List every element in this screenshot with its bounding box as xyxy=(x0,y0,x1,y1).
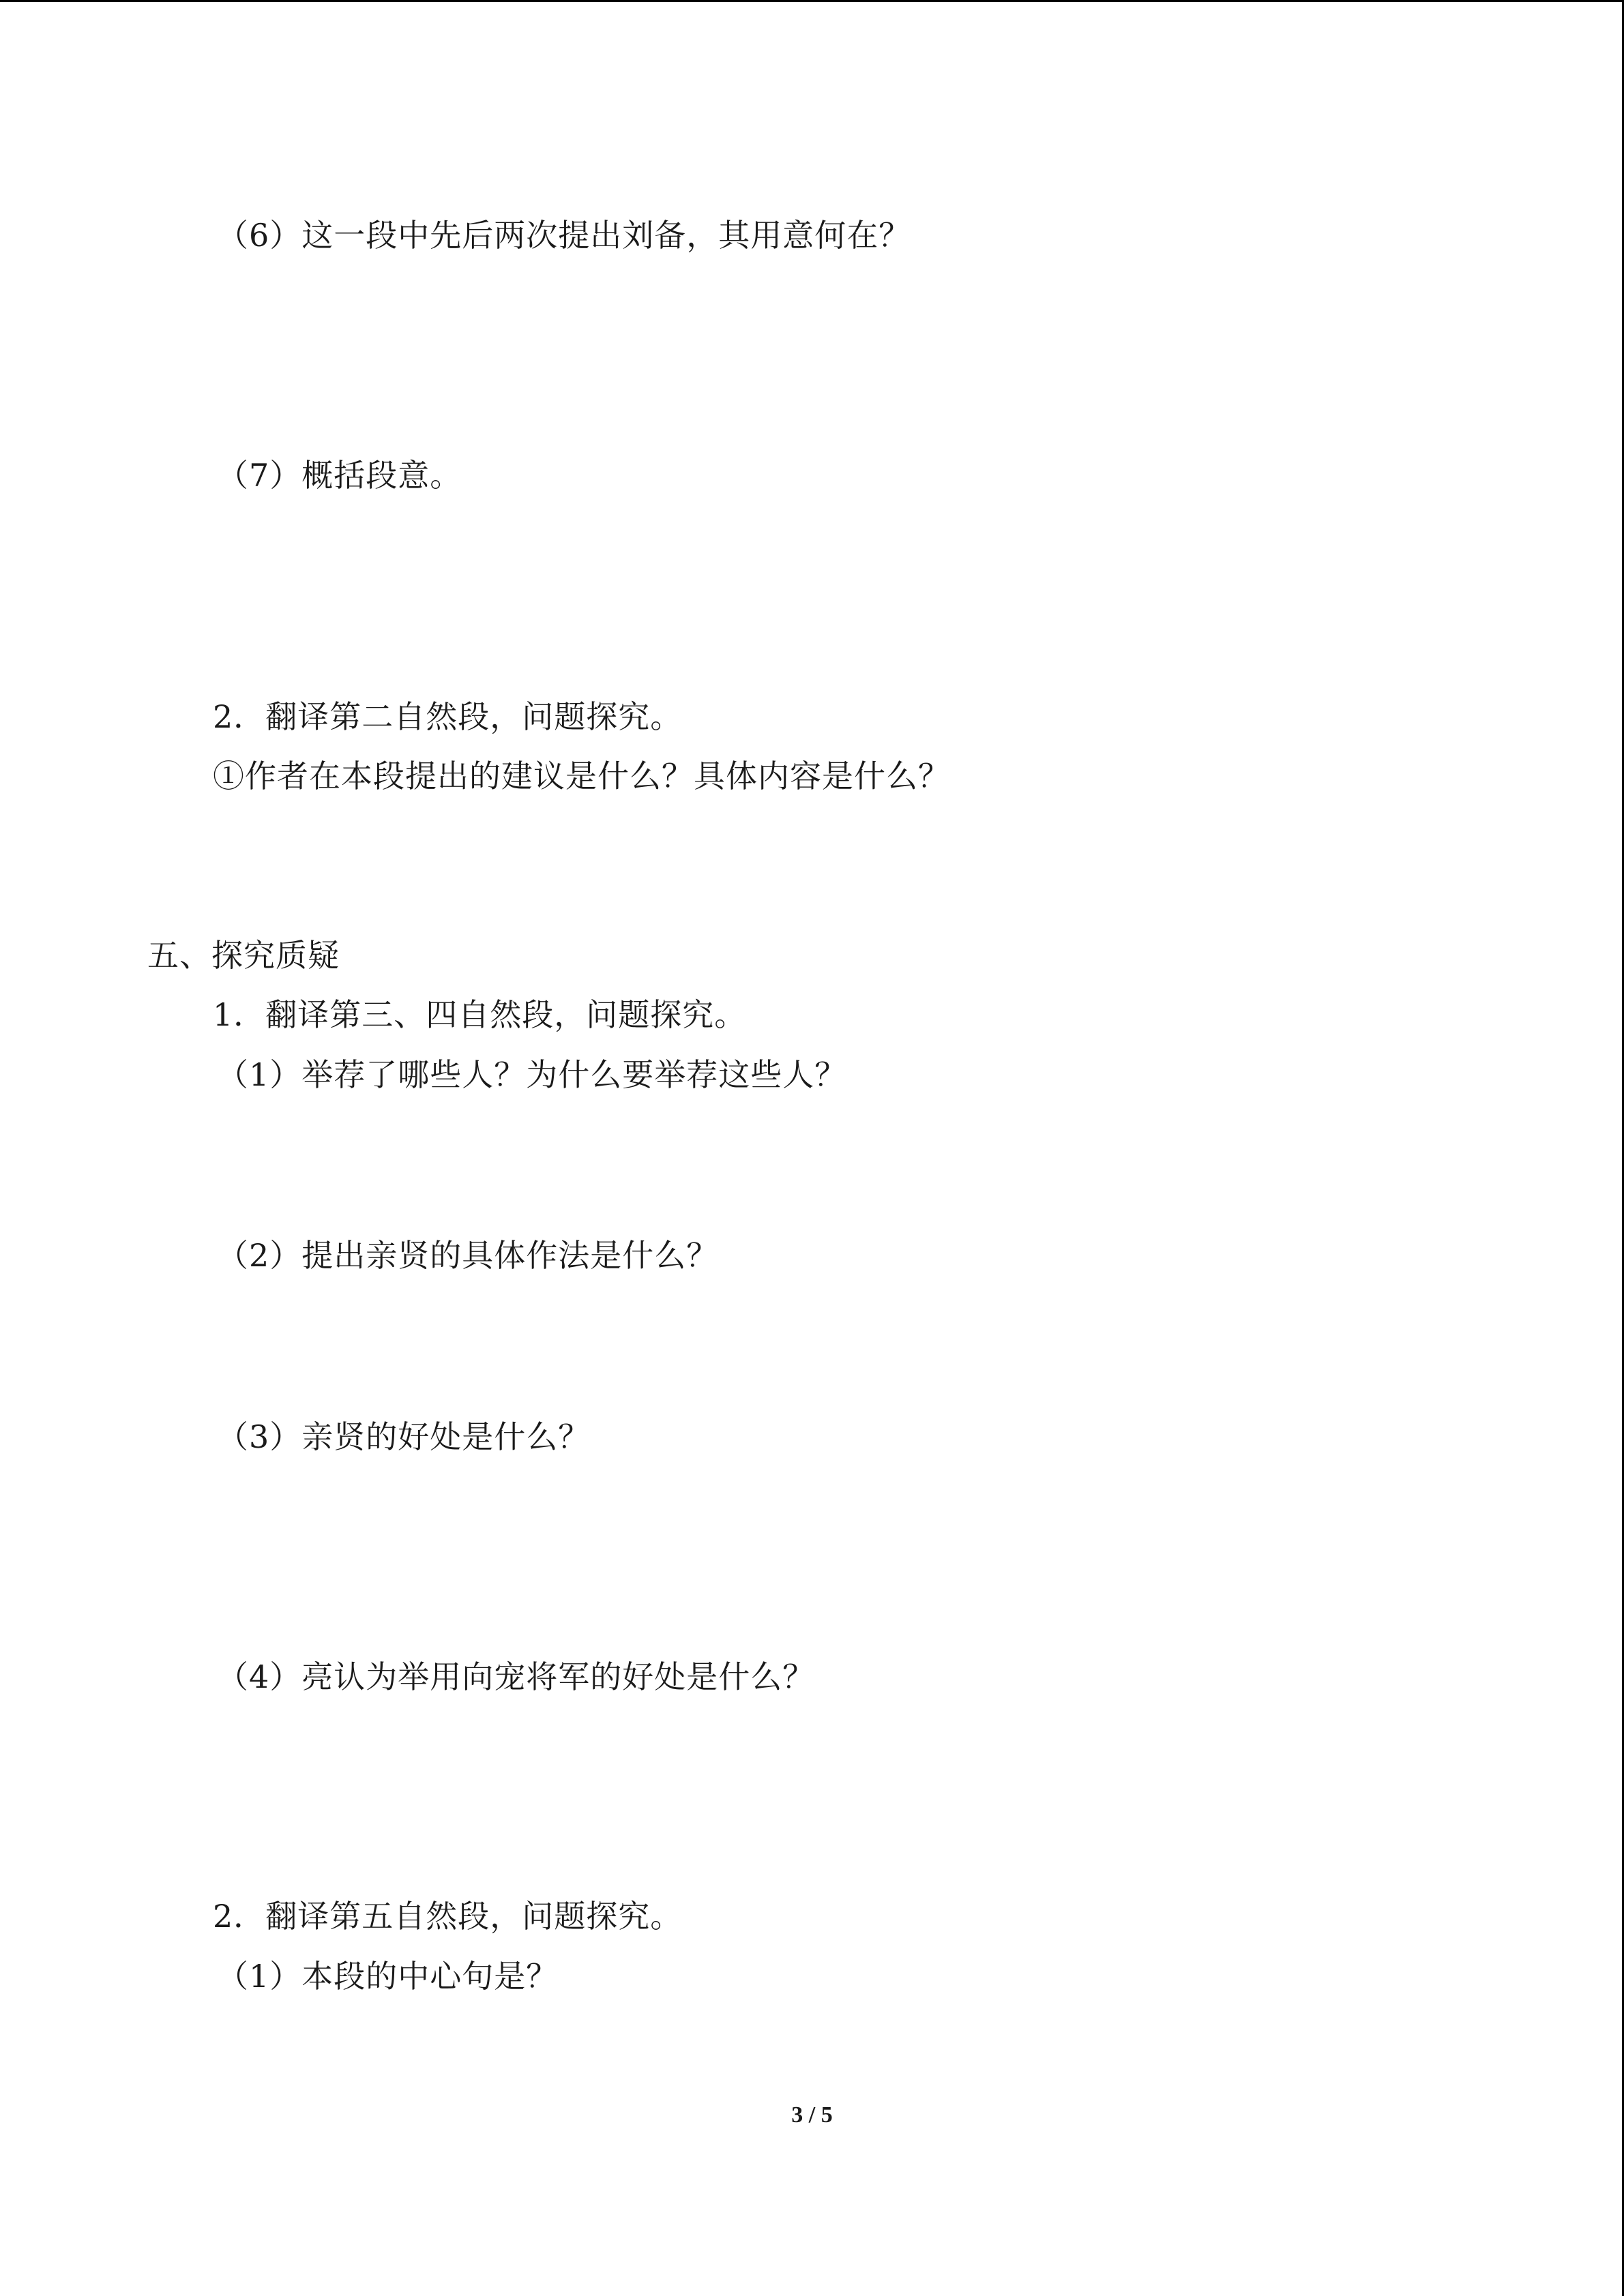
task-translate-paragraph-2: 2．翻译第二自然段，问题探究。 xyxy=(213,698,683,735)
page-number: 3 / 5 xyxy=(791,2102,833,2128)
question-suggestion: ①作者在本段提出的建议是什么？具体内容是什么？ xyxy=(213,758,950,794)
question-2-method: （2）提出亲贤的具体作法是什么？ xyxy=(217,1237,719,1274)
question-1-central-sentence: （1）本段的中心句是？ xyxy=(217,1958,559,1995)
task-translate-paragraph-5: 2．翻译第五自然段，问题探究。 xyxy=(213,1898,683,1935)
question-1-recommended-people: （1）举荐了哪些人？为什么要举荐这些人？ xyxy=(217,1056,847,1093)
question-7: （7）概括段意。 xyxy=(217,457,462,494)
question-6: （6）这一段中先后两次提出刘备，其用意何在？ xyxy=(217,217,911,254)
section-heading-explore: 五、探究质疑 xyxy=(147,937,340,974)
question-3-benefits: （3）亲贤的好处是什么？ xyxy=(217,1418,591,1455)
question-4-xiang-chong: （4）亮认为举用向宠将军的好处是什么？ xyxy=(217,1658,815,1695)
task-translate-paragraph-3-4: 1．翻译第三、四自然段，问题探究。 xyxy=(213,996,747,1033)
